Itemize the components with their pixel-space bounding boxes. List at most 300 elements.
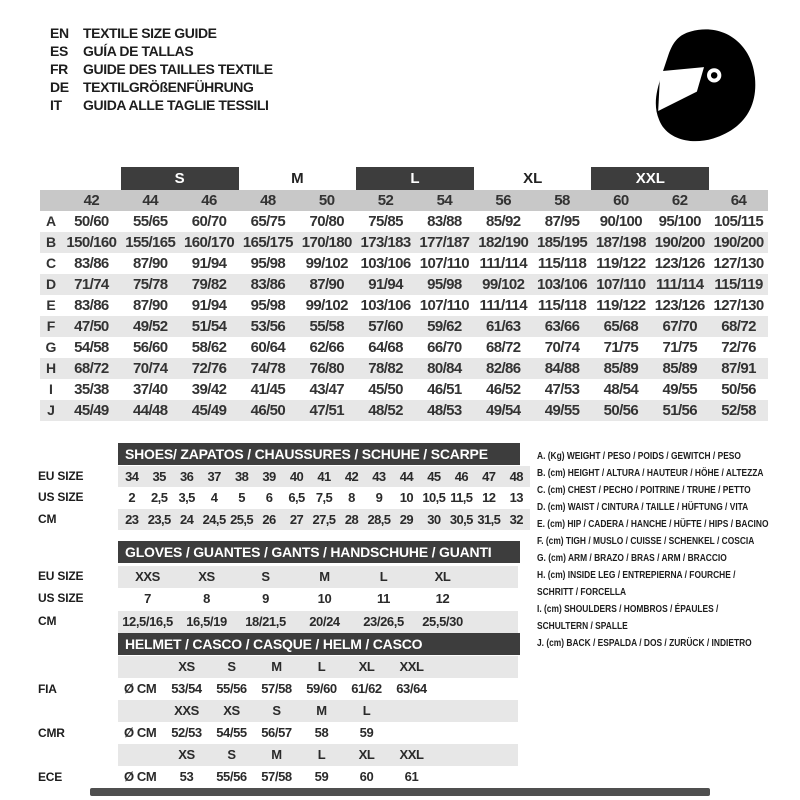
measurement-value-cell: 115/118 xyxy=(537,255,587,272)
row-letter: D xyxy=(45,276,57,292)
eu-size-cell: 54 xyxy=(436,192,453,209)
gloves-value-cell: 12 xyxy=(435,591,450,606)
gloves-value-cell: M xyxy=(319,569,330,584)
measurement-value-cell: 47/51 xyxy=(309,402,345,419)
measurement-value-cell: 90/100 xyxy=(599,213,643,230)
measurement-value-cell: 64/68 xyxy=(368,339,403,356)
row-letter: I xyxy=(49,381,53,397)
eu-size-cell: 50 xyxy=(318,192,335,209)
gloves-value-cell: 10 xyxy=(317,591,332,606)
measurement-value-cell: 150/160 xyxy=(66,234,117,251)
helmet-value-cell: 59 xyxy=(359,725,374,740)
bottom-bar xyxy=(90,788,710,796)
language-line xyxy=(50,24,273,42)
measurement-value-cell: 80/84 xyxy=(427,360,462,377)
measurement-value-cell: 47/50 xyxy=(74,318,109,335)
helmet-size-cell: M xyxy=(316,703,327,718)
measurement-legend xyxy=(537,448,787,652)
shoes-value-cell: 12 xyxy=(482,490,496,505)
shoes-value-cell: 30,5 xyxy=(449,512,473,527)
helmet-value-cell: 57/58 xyxy=(261,769,292,784)
shoes-value-cell: 4 xyxy=(210,490,218,505)
helmet-value-cell: 61 xyxy=(404,769,419,784)
measurement-row xyxy=(40,211,768,232)
measurement-value-cell: 87/90 xyxy=(132,297,168,314)
gloves-value-cell: 20/24 xyxy=(309,614,340,629)
shoes-value-cell: 42 xyxy=(344,469,359,484)
measurement-value-cell: 91/94 xyxy=(368,276,403,293)
shoes-value-cell: 6 xyxy=(265,490,273,505)
measurement-value-cell: 72/76 xyxy=(721,339,756,356)
row-letter: E xyxy=(46,297,56,313)
measurement-value-cell: 103/106 xyxy=(360,255,411,272)
helmet-size-cell: M xyxy=(271,747,282,762)
measurement-value-cell: 177/187 xyxy=(419,234,470,251)
shoes-value-cell: 24,5 xyxy=(202,512,226,527)
measurement-row xyxy=(40,295,768,316)
gloves-value-cell: L xyxy=(379,569,388,584)
measurement-value-cell: 53/56 xyxy=(250,318,286,335)
helmet-value-cell: 52/53 xyxy=(171,725,202,740)
helmet-size-cell: XS xyxy=(178,747,195,762)
measurement-value-cell: 187/198 xyxy=(595,234,646,251)
shoes-value-cell: 37 xyxy=(207,469,221,484)
helmet-value-cell: 57/58 xyxy=(261,681,292,696)
shoes-value-cell: 2,5 xyxy=(151,490,168,505)
helmet-size-cell: L xyxy=(317,659,326,674)
measurement-value-cell: 72/76 xyxy=(191,360,227,377)
gloves-value-cell: 7 xyxy=(144,591,151,606)
gloves-section-title: GLOVES / GUANTES / GANTS / HANDSCHUHE / GUANTI xyxy=(118,541,520,563)
measurement-value-cell: 127/130 xyxy=(713,255,764,272)
gloves-value-cell: 23/26,5 xyxy=(363,614,404,629)
legend-line: B. (cm) HEIGHT / ALTURA / HAUTEUR / HÖHE / ALTEZZA xyxy=(537,467,764,479)
helmet-size-cell: XS xyxy=(178,659,195,674)
measurement-value-cell: 68/72 xyxy=(74,360,109,377)
helmet-size-cell: L xyxy=(362,703,371,718)
row-letter: C xyxy=(45,255,57,271)
shoes-value-cell: 44 xyxy=(399,469,414,484)
helmet-size-cell: XL xyxy=(358,659,375,674)
helmet-standard-label: CMR xyxy=(38,726,65,740)
size-group-label: L xyxy=(356,167,474,190)
helmet-value-cell: 63/64 xyxy=(396,681,427,696)
size-group-label: S xyxy=(121,167,239,190)
shoes-value-cell: 34 xyxy=(125,469,139,484)
eu-size-cell: 48 xyxy=(260,192,276,209)
measurement-value-cell: 70/74 xyxy=(544,339,580,356)
measurement-value-cell: 50/56 xyxy=(603,402,639,419)
helmet-value-cell: 59/60 xyxy=(306,681,337,696)
measurement-value-cell: 51/54 xyxy=(191,318,227,335)
measurement-value-cell: 75/78 xyxy=(132,276,168,293)
shoes-value-cell: 29 xyxy=(399,512,414,527)
measurement-value-cell: 85/89 xyxy=(662,360,698,377)
diameter-label: Ø CM xyxy=(124,725,157,740)
shoes-value-cell: 3,5 xyxy=(178,490,195,505)
shoes-value-cell: 9 xyxy=(375,490,383,505)
measurement-value-cell: 35/38 xyxy=(74,381,109,398)
gloves-value-cell: 16,5/19 xyxy=(186,614,227,629)
helmet-value-row xyxy=(118,766,518,788)
row-letter: J xyxy=(47,402,55,418)
helmet-value-cell: 53 xyxy=(179,769,194,784)
language-title-list xyxy=(50,24,273,114)
helmet-value-cell: 59 xyxy=(314,769,329,784)
measurement-value-cell: 119/122 xyxy=(596,297,646,314)
gloves-value-cell: 11 xyxy=(377,591,390,606)
measurement-value-cell: 70/74 xyxy=(132,360,168,377)
measurement-value-cell: 85/89 xyxy=(603,360,639,377)
measurement-value-cell: 119/122 xyxy=(596,255,646,272)
legend-line: SCHRITT / FORCELLA xyxy=(537,586,627,598)
size-group-row xyxy=(40,167,768,190)
shoes-value-cell: 30 xyxy=(427,512,441,527)
measurement-value-cell: 107/110 xyxy=(596,276,646,293)
eu-size-cell: 42 xyxy=(83,192,100,209)
row-letter: A xyxy=(45,213,57,229)
shoes-value-cell: 40 xyxy=(289,469,304,484)
shoes-value-cell: 27,5 xyxy=(312,512,336,527)
measurement-value-cell: 103/106 xyxy=(537,276,588,293)
eu-sizes-row xyxy=(40,190,768,211)
textile-size-table xyxy=(40,167,768,421)
measurement-value-cell: 49/54 xyxy=(485,402,521,419)
eu-size-cell: 56 xyxy=(495,192,512,209)
helmet-value-row xyxy=(118,722,518,744)
shoes-value-cell: 13 xyxy=(509,490,523,505)
language-code: DE xyxy=(50,79,69,95)
helmet-value-row xyxy=(118,678,518,700)
shoes-value-cell: 28 xyxy=(344,512,359,527)
measurement-value-cell: 39/42 xyxy=(191,381,227,398)
measurement-value-cell: 83/86 xyxy=(74,255,109,272)
gloves-row-label: CM xyxy=(38,614,57,628)
measurement-value-cell: 68/72 xyxy=(721,318,756,335)
shoes-value-cell: 36 xyxy=(180,469,194,484)
helmet-value-cell: 55/56 xyxy=(216,681,247,696)
gloves-value-cell: 8 xyxy=(203,591,210,606)
size-group-label: XXL xyxy=(591,167,709,190)
measurement-value-cell: 123/126 xyxy=(654,297,705,314)
measurement-value-cell: 160/170 xyxy=(184,234,235,251)
shoes-value-cell: 46 xyxy=(454,469,468,484)
measurement-value-cell: 111/114 xyxy=(479,297,528,314)
spacer-cell xyxy=(118,744,164,766)
language-line xyxy=(50,42,273,60)
shoes-value-cell: 35 xyxy=(152,469,166,484)
measurement-row xyxy=(40,379,768,400)
measurement-value-cell: 58/62 xyxy=(191,339,227,356)
gloves-row-label: US SIZE xyxy=(38,591,84,605)
helmet-value-cell: 53/54 xyxy=(171,681,202,696)
language-title: GUÍA DE TALLAS xyxy=(83,43,194,59)
measurement-row xyxy=(40,232,768,253)
shoes-value-cell: 7,5 xyxy=(315,490,333,505)
row-letter: F xyxy=(46,318,56,334)
helmet-section-title: HELMET / CASCO / CASQUE / HELM / CASCO xyxy=(118,633,520,655)
measurement-value-cell: 70/80 xyxy=(309,213,345,230)
measurement-value-cell: 71/75 xyxy=(603,339,639,356)
eu-size-cell: 62 xyxy=(671,192,688,209)
measurement-value-cell: 48/53 xyxy=(427,402,462,419)
measurement-value-cell: 43/47 xyxy=(309,381,345,398)
measurement-value-cell: 60/70 xyxy=(191,213,227,230)
legend-line: D. (cm) WAIST / CINTURA / TAILLE / HÜFTUNG / VITA xyxy=(537,501,749,513)
measurement-value-cell: 111/114 xyxy=(655,276,704,293)
measurement-row xyxy=(40,337,768,358)
measurement-value-cell: 60/64 xyxy=(250,339,286,356)
measurement-value-cell: 111/114 xyxy=(479,255,528,272)
size-group-label: XL xyxy=(523,170,543,187)
helmet-standard-label: ECE xyxy=(38,770,63,784)
shoes-row xyxy=(118,509,530,530)
racing-helmet-icon xyxy=(648,26,760,144)
measurement-row xyxy=(40,358,768,379)
measurement-value-cell: 84/88 xyxy=(544,360,580,377)
measurement-value-cell: 123/126 xyxy=(654,255,705,272)
shoes-row xyxy=(118,487,530,508)
measurement-value-cell: 79/82 xyxy=(191,276,227,293)
measurement-value-cell: 83/88 xyxy=(427,213,462,230)
measurement-value-cell: 78/82 xyxy=(368,360,403,377)
measurement-value-cell: 48/54 xyxy=(603,381,639,398)
shoes-section-title: SHOES/ ZAPATOS / CHAUSSURES / SCHUHE / SCARPE xyxy=(118,443,520,465)
language-title: TEXTILGRÖßENFÜHRUNG xyxy=(83,79,254,95)
eu-size-cell: 46 xyxy=(201,192,217,209)
measurement-value-cell: 71/74 xyxy=(74,276,109,293)
measurement-row xyxy=(40,316,768,337)
shoes-value-cell: 2 xyxy=(128,490,136,505)
measurement-value-cell: 107/110 xyxy=(419,297,469,314)
measurement-value-cell: 95/100 xyxy=(658,213,701,230)
measurement-value-cell: 54/58 xyxy=(74,339,109,356)
measurement-value-cell: 45/49 xyxy=(74,402,109,419)
measurement-value-cell: 127/130 xyxy=(713,297,764,314)
diameter-label: Ø CM xyxy=(124,769,157,784)
measurement-value-cell: 185/195 xyxy=(537,234,588,251)
measurement-value-cell: 182/190 xyxy=(478,234,529,251)
legend-line: E. (cm) HIP / CADERA / HANCHE / HÜFTE / HIPS / BACINO xyxy=(537,518,769,530)
measurement-value-cell: 51/56 xyxy=(662,402,698,419)
language-title: GUIDE DES TAILLES TEXTILE xyxy=(83,61,273,77)
helmet-size-cell: XS xyxy=(223,703,240,718)
eu-size-cell: 60 xyxy=(613,192,629,209)
legend-line: J. (cm) BACK / ESPALDA / DOS / ZURÜCK / INDIETRO xyxy=(537,637,752,649)
gloves-value-cell: 12,5/16,5 xyxy=(122,614,173,629)
measurement-value-cell: 55/65 xyxy=(132,213,168,230)
measurement-value-cell: 74/78 xyxy=(250,360,286,377)
shoes-value-cell: 47 xyxy=(482,469,496,484)
measurement-value-cell: 37/40 xyxy=(132,381,168,398)
measurement-value-cell: 91/94 xyxy=(191,297,227,314)
shoes-value-cell: 41 xyxy=(317,469,331,484)
measurement-value-cell: 83/86 xyxy=(250,276,286,293)
measurement-value-cell: 46/50 xyxy=(250,402,286,419)
language-title: TEXTILE SIZE GUIDE xyxy=(83,25,217,41)
legend-line: H. (cm) INSIDE LEG / ENTREPIERNA / FOURCHE / xyxy=(537,569,736,581)
measurement-value-cell: 103/106 xyxy=(360,297,411,314)
measurement-value-cell: 95/98 xyxy=(250,255,286,272)
helmet-size-cell: S xyxy=(272,703,281,718)
shoes-value-cell: 48 xyxy=(509,469,523,484)
helmet-value-cell: 54/55 xyxy=(216,725,247,740)
gloves-row xyxy=(118,566,518,588)
measurement-value-cell: 44/48 xyxy=(132,402,168,419)
row-letter: B xyxy=(45,234,57,250)
measurement-value-cell: 99/102 xyxy=(305,255,348,272)
language-line xyxy=(50,96,273,114)
measurement-value-cell: 48/52 xyxy=(368,402,403,419)
legend-line: G. (cm) ARM / BRAZO / BRAS / ARM / BRACCIO xyxy=(537,552,727,564)
language-line xyxy=(50,60,273,78)
shoes-row-label: US SIZE xyxy=(38,490,84,504)
shoes-value-cell: 38 xyxy=(234,469,249,484)
language-code: FR xyxy=(50,61,68,77)
helmet-size-cell: L xyxy=(317,747,326,762)
helmet-size-cell: S xyxy=(227,747,236,762)
shoes-row xyxy=(118,466,530,487)
gloves-value-cell: 9 xyxy=(262,591,269,606)
legend-line: I. (cm) SHOULDERS / HOMBROS / ÉPAULES / xyxy=(537,603,719,615)
measurement-value-cell: 47/53 xyxy=(544,381,580,398)
measurement-value-cell: 107/110 xyxy=(419,255,469,272)
helmet-size-header-row xyxy=(118,700,518,722)
measurement-value-cell: 45/49 xyxy=(191,402,227,419)
helmet-standard-label: FIA xyxy=(38,682,57,696)
eu-size-cell: 58 xyxy=(554,192,570,209)
helmet-size-cell: XXL xyxy=(399,747,424,762)
measurement-value-cell: 115/119 xyxy=(714,276,763,293)
measurement-value-cell: 41/45 xyxy=(250,381,286,398)
legend-line: C. (cm) CHEST / PECHO / POITRINE / TRUHE / PETTO xyxy=(537,484,751,496)
helmet-size-cell: M xyxy=(271,659,282,674)
diameter-label: Ø CM xyxy=(124,681,157,696)
measurement-value-cell: 68/72 xyxy=(485,339,521,356)
helmet-size-header-row xyxy=(118,656,518,678)
gloves-value-cell: 18/21,5 xyxy=(245,614,286,629)
measurement-value-cell: 46/51 xyxy=(427,381,462,398)
shoes-value-cell: 26 xyxy=(262,512,276,527)
measurement-value-cell: 95/98 xyxy=(427,276,462,293)
measurement-value-cell: 49/55 xyxy=(544,402,580,419)
legend-line: A. (Kg) WEIGHT / PESO / POIDS / GEWITCH / PESO xyxy=(537,450,741,462)
measurement-value-cell: 50/56 xyxy=(721,381,756,398)
measurement-value-cell: 87/90 xyxy=(309,276,345,293)
gloves-row xyxy=(118,611,518,633)
shoes-value-cell: 23 xyxy=(125,512,139,527)
helmet-size-cell: XXS xyxy=(174,703,199,718)
measurement-value-cell: 50/60 xyxy=(74,213,109,230)
helmet-value-cell: 58 xyxy=(314,725,329,740)
shoes-value-cell: 24 xyxy=(180,512,194,527)
helmet-value-cell: 55/56 xyxy=(216,769,247,784)
measurement-value-cell: 85/92 xyxy=(485,213,521,230)
shoes-value-cell: 28,5 xyxy=(367,512,391,527)
helmet-size-header-row xyxy=(118,744,518,766)
shoes-value-cell: 5 xyxy=(238,490,245,505)
eu-size-cell: 64 xyxy=(730,192,747,209)
measurement-value-cell: 91/94 xyxy=(191,255,227,272)
measurement-value-cell: 62/66 xyxy=(309,339,345,356)
measurement-value-cell: 165/175 xyxy=(242,234,293,251)
measurement-value-cell: 65/68 xyxy=(603,318,639,335)
measurement-value-cell: 55/58 xyxy=(309,318,345,335)
row-letter-spacer xyxy=(40,190,62,211)
measurement-value-cell: 99/102 xyxy=(482,276,525,293)
measurement-value-cell: 66/70 xyxy=(427,339,462,356)
gloves-value-cell: 25,5/30 xyxy=(422,614,463,629)
legend-line: SCHULTERN / SPALLE xyxy=(537,620,628,632)
measurement-value-cell: 155/165 xyxy=(125,234,176,251)
measurement-value-cell: 82/86 xyxy=(485,360,521,377)
measurement-value-cell: 105/115 xyxy=(713,213,764,230)
size-group-label: M xyxy=(291,170,304,187)
spacer-cell xyxy=(118,700,164,722)
measurement-value-cell: 115/118 xyxy=(537,297,587,314)
eu-size-cell: 52 xyxy=(377,192,394,209)
language-line xyxy=(50,78,273,96)
shoes-value-cell: 11,5 xyxy=(450,490,473,505)
shoes-value-cell: 25,5 xyxy=(230,512,254,527)
measurement-value-cell: 63/66 xyxy=(544,318,580,335)
measurement-value-cell: 52/58 xyxy=(721,402,756,419)
eu-size-cell: 44 xyxy=(142,192,159,209)
gloves-value-cell: XL xyxy=(434,569,451,584)
measurement-value-cell: 49/52 xyxy=(132,318,168,335)
helmet-size-cell: XL xyxy=(358,747,375,762)
measurement-value-cell: 87/91 xyxy=(721,360,756,377)
shoes-value-cell: 27 xyxy=(289,512,304,527)
measurement-value-cell: 190/200 xyxy=(654,234,705,251)
gloves-row-label: EU SIZE xyxy=(38,569,84,583)
shoes-value-cell: 39 xyxy=(262,469,276,484)
measurement-value-cell: 95/98 xyxy=(250,297,286,314)
shoes-value-cell: 8 xyxy=(348,490,355,505)
measurement-row xyxy=(40,274,768,295)
measurement-row xyxy=(40,400,768,421)
row-letter: G xyxy=(45,339,57,355)
shoes-row-label: EU SIZE xyxy=(38,469,84,483)
measurement-value-cell: 56/60 xyxy=(132,339,168,356)
helmet-value-cell: 61/62 xyxy=(351,681,382,696)
measurement-value-cell: 75/85 xyxy=(368,213,403,230)
language-code: ES xyxy=(50,43,68,59)
helmet-size-cell: S xyxy=(227,659,236,674)
gloves-row xyxy=(118,588,518,610)
measurement-value-cell: 173/183 xyxy=(360,234,411,251)
helmet-value-cell: 60 xyxy=(359,769,374,784)
spacer-cell xyxy=(118,656,164,678)
measurement-value-cell: 190/200 xyxy=(713,234,764,251)
measurement-value-cell: 87/90 xyxy=(132,255,168,272)
measurement-value-cell: 99/102 xyxy=(305,297,348,314)
measurement-value-cell: 59/62 xyxy=(427,318,462,335)
measurement-value-cell: 71/75 xyxy=(662,339,698,356)
gloves-value-cell: S xyxy=(261,569,270,584)
measurement-value-cell: 170/180 xyxy=(301,234,352,251)
measurement-value-cell: 57/60 xyxy=(368,318,403,335)
gloves-value-cell: XXS xyxy=(135,569,160,584)
shoes-value-cell: 43 xyxy=(372,469,386,484)
shoes-value-cell: 45 xyxy=(427,469,441,484)
shoes-value-cell: 10 xyxy=(399,490,414,505)
shoes-value-cell: 6,5 xyxy=(288,490,305,505)
measurement-value-cell: 61/63 xyxy=(485,318,521,335)
language-code: EN xyxy=(50,25,69,41)
measurement-value-cell: 87/95 xyxy=(544,213,580,230)
measurement-value-cell: 46/52 xyxy=(485,381,521,398)
